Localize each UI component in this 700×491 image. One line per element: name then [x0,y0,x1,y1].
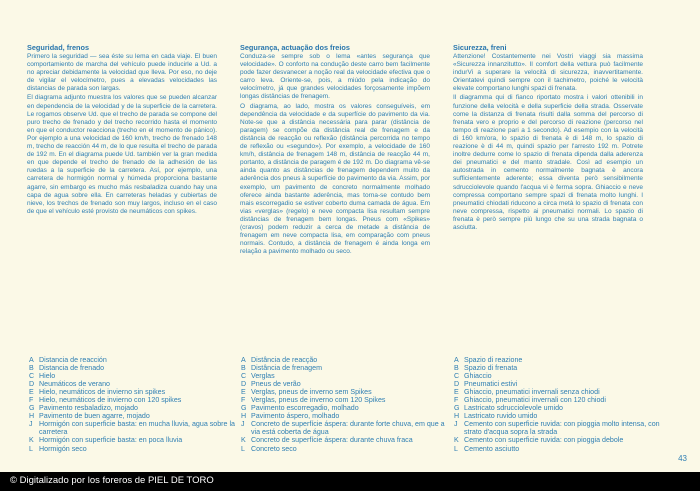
legend-letter: J [29,420,33,429]
legend-letter: K [29,436,34,445]
legend-item [454,436,664,444]
legend-item [454,364,664,372]
legend-item [241,380,451,388]
legend-item [29,364,239,372]
legend-text: Verglas, pneus de inverno sem Spikes [251,388,372,397]
page-number: 43 [678,454,687,463]
legend-item [29,412,239,420]
legend-item [29,436,239,444]
paragraph: O diagrama, ao lado, mostra os valores conseguíveis, em dependência da velocidade e da superfície do pavimento da via. Note-se que a distância necessária para parar (distância de paragem) se compõe da distância real de frenagem e da distância de reacção ou reflexão (distância percorrida no tempo de reflexão ou «segundo»). Por exemplo, a velocidade de 160 km/h, distância de frenagem 148 m, distância de reacção 44 m, portanto, a distância de paragem é de 192 m. Do diagrama vê-se ainda quanto as distâncias de frenagem dependem muito da aderência dos pneus à superfície do pavimento da via. Assim, por exemplo, um pavimento de concreto normalmente molhado oferece ainda bastante aderência, mas torna-se contudo bem mais escorregadio se estiver coberto duma camada de água. Em vias «verglas» (regelo) e neve compacta lisa resultam sempre distâncias de frenagem bem longas. Pneus com «Spikes» (cravos) podem reduzir a cerca de metade a distância de frenagem em neve compacta lisa, em comparação com pneus normais. Contudo, a distância de frenagem é ainda longa em relação a pavimento molhado ou seco. [240,102,430,256]
legend-item [241,404,451,412]
legend-item [454,412,664,420]
legend-item [454,445,664,453]
legend-text: Hormigón con superficie basta: en mucha lluvia, agua sobre la carretera [39,420,235,437]
legend-spanish [29,356,239,453]
legend-letter: A [241,356,246,364]
legend-letter: E [454,388,459,397]
legend-letter: G [454,404,460,413]
legend-letter: G [29,404,35,413]
legend-item [241,364,451,372]
legend-text: Cemento con superficie ruvida: con pioggia debole [464,436,624,445]
legend-letter: K [454,436,459,445]
legend-letter: C [454,372,460,381]
legend-letter: K [241,436,246,445]
legend-item [29,372,239,380]
legend-item [454,404,664,412]
legend-text: Cemento con superficie ruvida: con pioggia molto intensa, con strato d'acqua sopra la strada [464,420,660,437]
legend-text: Concreto de superfície áspera: durante chuva fraca [251,436,413,445]
legend-text: Hielo [39,372,56,381]
legend-letter: J [454,420,458,429]
legend-item [454,356,664,364]
legend-text: Pavimento áspero, molhado [251,412,340,421]
legend-text: Cemento asciutto [464,444,520,453]
paragraph: Conduza-se sempre sob o lema «antes segurança que velocidade». O conforto na condução deste carro bem facilmente pode fazer desvanecer a noção real da velocidade efectiva que o carro leva. Oriente-se, pois, a miúdo pela indicação do velocímetro, já que grandes velocidades forçosamente impõem longas distâncias de frenagem. [240,53,430,101]
legend-letter: F [29,396,34,405]
legend-portuguese [241,356,451,453]
legend-letter: D [454,380,460,389]
legend-letter: D [241,380,247,389]
legend-letter: J [241,420,245,429]
legend-item [454,380,664,388]
legend-letter: H [241,412,247,421]
column-portuguese [240,43,430,257]
legend-letter: E [29,388,34,397]
legend-text: Distancia de reacción [39,356,107,364]
legend-item [29,445,239,453]
legend-item [454,388,664,396]
legend-item [29,404,239,412]
legend-text: Pavimento escorregadio, molhado [251,404,359,413]
legend-item [241,388,451,396]
legend-item [29,388,239,396]
legend-text: Pneus de verão [251,380,301,389]
legend-item [454,420,664,436]
legend-letter: L [454,444,458,453]
legend-item [29,380,239,388]
legend-letter: H [454,412,460,421]
legend-text: Pavimento de buen agarre, mojado [39,412,150,421]
section-title: Seguridad, frenos [27,43,90,52]
legend-letter: F [241,396,246,405]
legend-item [241,436,451,444]
legend-item [29,420,239,436]
legend-item [29,396,239,404]
legend-text: Verglas, pneus de inverno com 120 Spikes [251,396,386,405]
legend-text: Hielo, neumáticos de invierno con 120 spikes [39,396,182,405]
legend-text: Pneumatici estivi [464,380,518,389]
legend-text: Hormigón con superficie basta: en poca lluvia [39,436,183,445]
paragraph: El diagrama adjunto muestra los valores que se pueden alcanzar en dependencia de la velocidad y de la superficie de la carretera. Le rogamos observe Ud. que el trecho de parada se compone del puro trecho de frenado y del trecho recorrido hasta el momento en que el conductor reacciona (trecho en el momento de pánico). Por ejemplo a una velocidad de 160 km/h, trecho de frenado 148 m, trecho de reacción 44 m, de lo que resulta el trecho de parada de 192 m. En el diagrama puede Ud. también ver la gran medida en que depende el trecho de frenado de la adhesión de las ruedas a la superficie de la carretera. Así, por ejemplo, una carretera de hormigón normal y húmeda proporciona bastante agarre, sin embargo es mucho más resbaladiza cuando hay una capa de agua sobre ella. En carreteras heladas y cubiertas de nieve, los trechos de frenado son muy largos, incluso en el caso de que el vehículo esté provisto de neumáticos con spikes. [27,94,217,215]
paragraph: Attenzione! Costantemente nei Vostri viaggi sia massima «Sicurezza innanzitutto». Il comfort della vettura può facilmente indurVi a superare la velocità di sicurezza, inavvertitamente. Orientatevi quindi sempre con il tachimetro, poiché le velocità elevate comportano lunghi spazi di frenata. [453,53,643,93]
legend-item [241,396,451,404]
legend-item [241,420,451,436]
legend-text: Concreto de superfície áspera: durante forte chuva, em que a via está coberta de água [251,420,445,437]
legend-letter: G [241,404,247,413]
legend-item [454,372,664,380]
legend-letter: L [29,444,33,453]
legend-text: Concreto seco [251,444,297,453]
legend-text: Ghiaccio, pneumatici invernali senza chiodi [464,388,600,397]
legend-item [454,396,664,404]
legend-text: Hormigón seco [39,444,87,453]
legend-item [241,445,451,453]
legend-letter: B [29,364,34,373]
legend-letter: B [454,364,459,373]
legend-text: Spazio di reazione [464,356,523,364]
legend-letter: B [241,364,246,373]
legend-item [241,356,451,364]
legend-text: Ghiaccio, pneumatici invernali con 120 chiodi [464,396,606,405]
legend-letter: A [454,356,459,364]
column-italian [453,43,643,233]
legend-letter: C [29,372,35,381]
legend-text: Verglas [251,372,275,381]
paragraph: Primero la seguridad — sea éste su lema en cada viaje. El buen comportamiento de marcha del vehículo puede inducirle a Ud. a no apreciar debidamente la velocidad que lleva. Por eso, no deje de vigilar el velocímetro, pues a elevadas velocidades las distancias de parada son largas. [27,53,217,93]
legend-letter: L [241,444,245,453]
paragraph: Il diagramma qui di fianco riportato mostra i valori ottenibili in funzione della velocità e della superficie della strada. Osservate come la distanza di frenata risulti dalla somma del percorso di frenata vero e proprio e del percorso di reazione (percorso nel tempo di reazione pari a 1 secondo). Ad esempio con la velocità di 160 km/ora, lo spazio di frenata è di 148 m, lo spazio di reazione è di 44 m, quindi spazio per l'arresto 192 m. Potrete inoltre dedurre come lo spazio di frenata dipenda dalla aderenza dei pneumatici e del manto stradale. Così ad esempio un autostrada in cemento normalmente bagnata è ancora sufficientemente aderente; essa diventa però sensibilmente sdrucciolevole quando l'acqua vi è ferma sopra. Ghiaccio e neve compressa comportano sempre spazi di frenata molto lunghi. I pneumatici chiodati riducono a circa metà lo spazio di frenata con neve compressa, rispetto ai pneumatici normali. Lo spazio di frenata è però sempre più lungo che su una strada bagnata o asciutta. [453,94,643,231]
legend-letter: E [241,388,246,397]
legend-text: Lastricato ruvido umido [464,412,538,421]
section-title: Segurança, actuação dos freios [240,43,350,52]
legend-letter: A [29,356,34,364]
legend-letter: H [29,412,35,421]
legend-text: Pavimento resbaladizo, mojado [39,404,138,413]
legend-text: Hielo, neumáticos de invierno sin spikes [39,388,166,397]
legend-text: Neumáticos de verano [39,380,110,389]
column-spanish [27,43,217,217]
legend-text: Ghiaccio [464,372,492,381]
legend-text: Spazio di frenata [464,364,518,373]
legend-item [241,412,451,420]
legend-letter: F [454,396,459,405]
scan-credit-footer: © Digitalizado por los foreros de PIEL DE TORO [10,475,214,486]
legend-item [29,356,239,364]
legend-text: Distância de reacção [251,356,318,364]
legend-italian [454,356,664,453]
section-title: Sicurezza, freni [453,43,507,52]
legend-text: Distância de frenagem [251,364,322,373]
legend-text: Lastricato sdrucciolevole umido [464,404,563,413]
legend-text: Distancia de frenado [39,364,105,373]
legend-letter: D [29,380,35,389]
legend-letter: C [241,372,247,381]
legend-item [241,372,451,380]
